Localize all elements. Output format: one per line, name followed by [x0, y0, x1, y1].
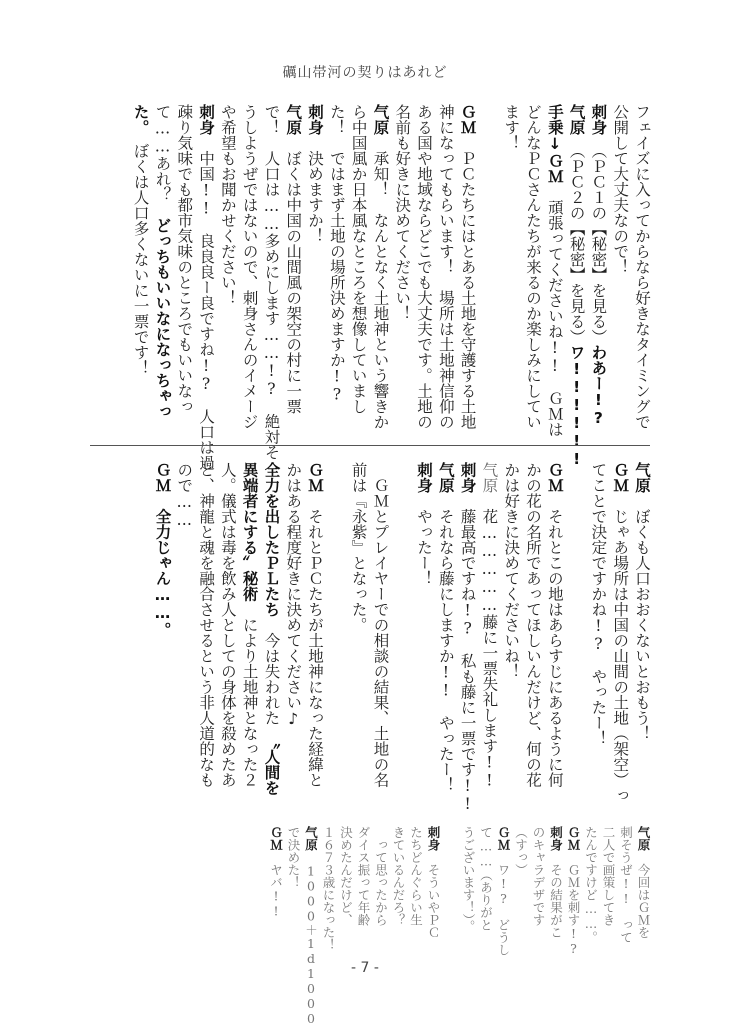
dialogue-text: ら中国風か日本風なところを想像していまし [350, 104, 368, 414]
dialogue-line [194, 462, 216, 792]
dialogue-line [478, 104, 500, 444]
dialogue-text: 今は失われた [262, 617, 280, 741]
dialogue-line [303, 462, 325, 792]
speaker-label: 刺身 [197, 104, 215, 135]
dialogue-line [442, 826, 460, 966]
speaker-label: 气原 [284, 104, 302, 135]
dialogue-line [285, 826, 303, 966]
dialogue-line [325, 462, 347, 792]
dialogue-line [565, 826, 583, 966]
dialogue-text: って思ったから [374, 826, 389, 926]
dialogue-text: ヤバ!! [269, 864, 284, 919]
dialogue-line [587, 462, 609, 792]
dialogue-text: かの花の名所であってほしいんだけど、何の花 [524, 462, 542, 788]
dialogue-line [303, 104, 325, 444]
dialogue-line [216, 462, 238, 792]
speaker-label: 刺身 [589, 104, 607, 135]
running-header-title: 礪山帯河の契りはあれど [0, 62, 730, 82]
speaker-label: 气原 [633, 462, 651, 493]
dialogue-text: ＧＭとプレイヤーでの相談の結果、土地の名 [371, 462, 389, 788]
dialogue-text: ぼくも人口おおくないとおもう！ [633, 509, 651, 742]
dialogue-text: フェイズに入ってからなら好きなタイミングで [633, 104, 651, 430]
dialogue-line [456, 462, 478, 792]
dialogue-text: かはある程度好きに決めてください♪ [284, 462, 302, 728]
dialogue-line [355, 826, 373, 966]
dialogue-line [172, 462, 194, 792]
dialogue-text: た！ ではまず土地の場所決めますか!? [328, 104, 346, 404]
dialogue-line [372, 826, 390, 966]
speaker-label: 刺身 [306, 104, 324, 135]
dialogue-line [281, 104, 303, 444]
dialogue-text: ぼくは中国の山間風の架空の村に一票 [284, 151, 302, 415]
dialogue-line [412, 104, 434, 444]
dialogue-line [499, 104, 521, 444]
dialogue-line [302, 826, 320, 966]
dialogue-text: 中国!! 良良良ー良ですね!? 人口は過 [197, 151, 215, 471]
dialogue-text: 疎り気味でも都市気味のところでもいいなっ [175, 104, 193, 414]
dialogue-line [260, 462, 282, 792]
dialogue-line [499, 462, 521, 792]
dialogue-line [216, 104, 238, 444]
dialogue-line [369, 462, 391, 792]
speaker-label: 气原 [568, 104, 586, 135]
dialogue-text: それなら藤にしますか!! やったー！ [437, 509, 455, 793]
dialogue-text: （ＰＣ１の【秘密】を見る） [589, 151, 607, 345]
dialogue-line [412, 462, 434, 792]
dialogue-line [608, 462, 630, 792]
speaker-label: 气原 [636, 826, 651, 851]
dialogue-line [635, 826, 653, 966]
dialogue-text: で決めた！ [286, 826, 301, 889]
dialogue-text: 承知！ なんとなく土地神という響きか [371, 151, 389, 430]
speaker-label: 气原 [437, 462, 455, 493]
dialogue-line [582, 826, 600, 966]
dialogue-text: 神になってもらいます！ 場所は土地神信仰の [437, 104, 455, 430]
dialogue-line [630, 462, 652, 792]
emphasis-text: 全力じゃん……。 [153, 509, 171, 638]
dialogue-line [530, 826, 548, 966]
emphasis-text: た。 [132, 104, 150, 127]
dialogue-text: それとＰＣたちが土地神になった経緯と [306, 509, 324, 788]
dialogue-text: たんですけど……。 [584, 826, 599, 944]
dialogue-line [460, 826, 478, 966]
dialogue-line [477, 826, 495, 966]
dialogue-text: うございます！）。 [461, 826, 476, 932]
dialogue-line [512, 826, 530, 966]
dialogue-line [347, 104, 369, 444]
dialogue-line [407, 826, 425, 966]
speaker-label: 刺身 [549, 826, 564, 851]
bottom-aside-section [82, 826, 652, 966]
dialogue-text: ある国や地域ならどこでも大丈夫です。土地の [415, 104, 433, 430]
dialogue-text: じゃあ場所は中国の山間の土地（架空）っ [611, 509, 629, 804]
dialogue-text: て……（ありがと [479, 826, 494, 931]
section-divider [90, 445, 650, 446]
speaker-label: 气原 [480, 462, 498, 493]
dialogue-text: で！ 人口は……多めにします……!? 絶対そ [262, 104, 280, 460]
dialogue-text: ので…… [175, 462, 193, 529]
dialogue-text: （ＰＣ２の【秘密】を見る） [568, 151, 586, 345]
dialogue-line [260, 104, 282, 444]
dialogue-line [617, 826, 635, 966]
dialogue-line [369, 104, 391, 444]
dialogue-line [456, 104, 478, 444]
dialogue-text: のキャラデザです [531, 826, 546, 926]
dialogue-text: 藤最高ですね!? 私も藤に一票です!! [459, 509, 477, 814]
emphasis-text: わあー!? [589, 344, 607, 427]
top-dialogue-section [82, 104, 652, 444]
dialogue-line [151, 462, 173, 792]
dialogue-text: 刺そうぜ!! って [619, 826, 634, 944]
speaker-label: 手乗↓ＧＭ [546, 104, 564, 184]
dialogue-line [600, 826, 618, 966]
speaker-label: 气原 [304, 826, 319, 851]
emphasis-text: ワ!!!!!! [568, 344, 586, 468]
dialogue-text: ＧＭを刺す!? [566, 864, 581, 957]
dialogue-text: 二人で画策してき [601, 826, 616, 926]
dialogue-line [325, 104, 347, 444]
speaker-label: ＧＭ [611, 462, 629, 493]
dialogue-text: 今回はＧＭを [636, 864, 651, 939]
dialogue-line [547, 826, 565, 966]
dialogue-text: や希望もお聞かせください！ [219, 104, 237, 306]
dialogue-text: きているんだろ？ [391, 826, 406, 926]
dialogue-line [194, 104, 216, 444]
speaker-label: 气原 [371, 104, 389, 135]
dialogue-text: ダイス振って年齢 [356, 826, 371, 926]
dialogue-text: そういやＰＣ [426, 864, 441, 939]
dialogue-text: どんなＰＣさんたちが来るのか楽しみにしてい [524, 104, 542, 430]
dialogue-text: て……あれ？ [153, 104, 171, 218]
dialogue-text: 名前も好きに決めてください！ [393, 104, 411, 321]
speaker-label: 刺身 [459, 462, 477, 493]
dialogue-text: ＰＣたちにはとある土地を守護する土地 [459, 151, 477, 430]
dialogue-line [543, 462, 565, 792]
speaker-label: ＧＭ [566, 826, 581, 851]
speaker-label: ＧＭ [269, 826, 284, 851]
dialogue-line [172, 104, 194, 444]
dialogue-text: により土地神となった２ [241, 602, 259, 804]
dialogue-text: ワ!? どうし [496, 864, 511, 957]
dialogue-line [521, 104, 543, 444]
emphasis-text: 異端者にする〟秘術 [241, 462, 259, 602]
middle-dialogue-section [82, 462, 652, 792]
dialogue-line [495, 826, 513, 966]
dialogue-line [390, 462, 412, 792]
dialogue-line [478, 462, 500, 792]
dialogue-line [129, 104, 151, 444]
page-number: - 7 - [0, 960, 730, 976]
dialogue-line [151, 104, 173, 444]
dialogue-text: （すっ） [514, 826, 529, 876]
dialogue-text: 前は『永紫』となった。 [350, 462, 368, 633]
dialogue-text: １６７３歳になった！ [321, 826, 336, 951]
dialogue-line [630, 104, 652, 444]
dialogue-line [347, 462, 369, 792]
dialogue-line [267, 826, 285, 966]
dialogue-line [608, 104, 630, 444]
dialogue-line [425, 826, 443, 966]
emphasis-text: どっちもいいなになっちゃっ [153, 218, 171, 420]
dialogue-text: 決めますか！ [306, 151, 324, 244]
dialogue-text: かは好きに決めてくださいね！ [502, 462, 520, 679]
dialogue-text: 頑張ってくださいね!! ＧＭは [546, 200, 564, 438]
dialogue-text: やったー！ [415, 509, 433, 587]
emphasis-text: 全力を出したＰＬたち [262, 462, 280, 617]
dialogue-text: ぼくは人口多くないに一票です！ [132, 127, 150, 391]
dialogue-line [543, 104, 565, 444]
dialogue-line [565, 462, 587, 792]
dialogue-line [238, 462, 260, 792]
dialogue-text: 公開して大丈夫なので！ [611, 104, 629, 275]
dialogue-text: それとこの地はあらすじにあるように何 [546, 509, 564, 788]
dialogue-line [238, 104, 260, 444]
speaker-label: ＧＭ [306, 462, 324, 493]
dialogue-text: 花……………藤に一票失礼します!! [480, 509, 498, 790]
dialogue-line [434, 104, 456, 444]
dialogue-line [521, 462, 543, 792]
dialogue-line [434, 462, 456, 792]
dialogue-text: 1000＋1d1000 [304, 864, 319, 1026]
dialogue-text: うしようぜではないので、刺身さんのイメージ [241, 104, 259, 430]
dialogue-line [390, 826, 408, 966]
dialogue-text: ます！ [502, 104, 520, 151]
dialogue-line [390, 104, 412, 444]
speaker-label: ＧＭ [496, 826, 511, 851]
speaker-label: 刺身 [415, 462, 433, 493]
dialogue-text: 人。儀式は毒を飲み人としての身体を殺めたあ [219, 462, 237, 788]
dialogue-line [320, 826, 338, 966]
speaker-label: 刺身 [426, 826, 441, 851]
dialogue-line [587, 104, 609, 444]
dialogue-line [337, 826, 355, 966]
speaker-label: ＧＭ [459, 104, 477, 135]
speaker-label: ＧＭ [153, 462, 171, 493]
dialogue-line [281, 462, 303, 792]
dialogue-text: その結果がこ [549, 864, 564, 939]
dialogue-text: と、神龍と魂を融合させるという非人道的なも [197, 462, 215, 788]
emphasis-text: 〝人間を [262, 741, 280, 795]
speaker-label: ＧＭ [546, 462, 564, 493]
dialogue-text: てことで決定ですかね!? やったー！ [589, 462, 607, 746]
dialogue-text: たちどんぐらい生 [409, 826, 424, 926]
dialogue-line [565, 104, 587, 444]
dialogue-text: 決めたんだけど、 [339, 826, 354, 926]
